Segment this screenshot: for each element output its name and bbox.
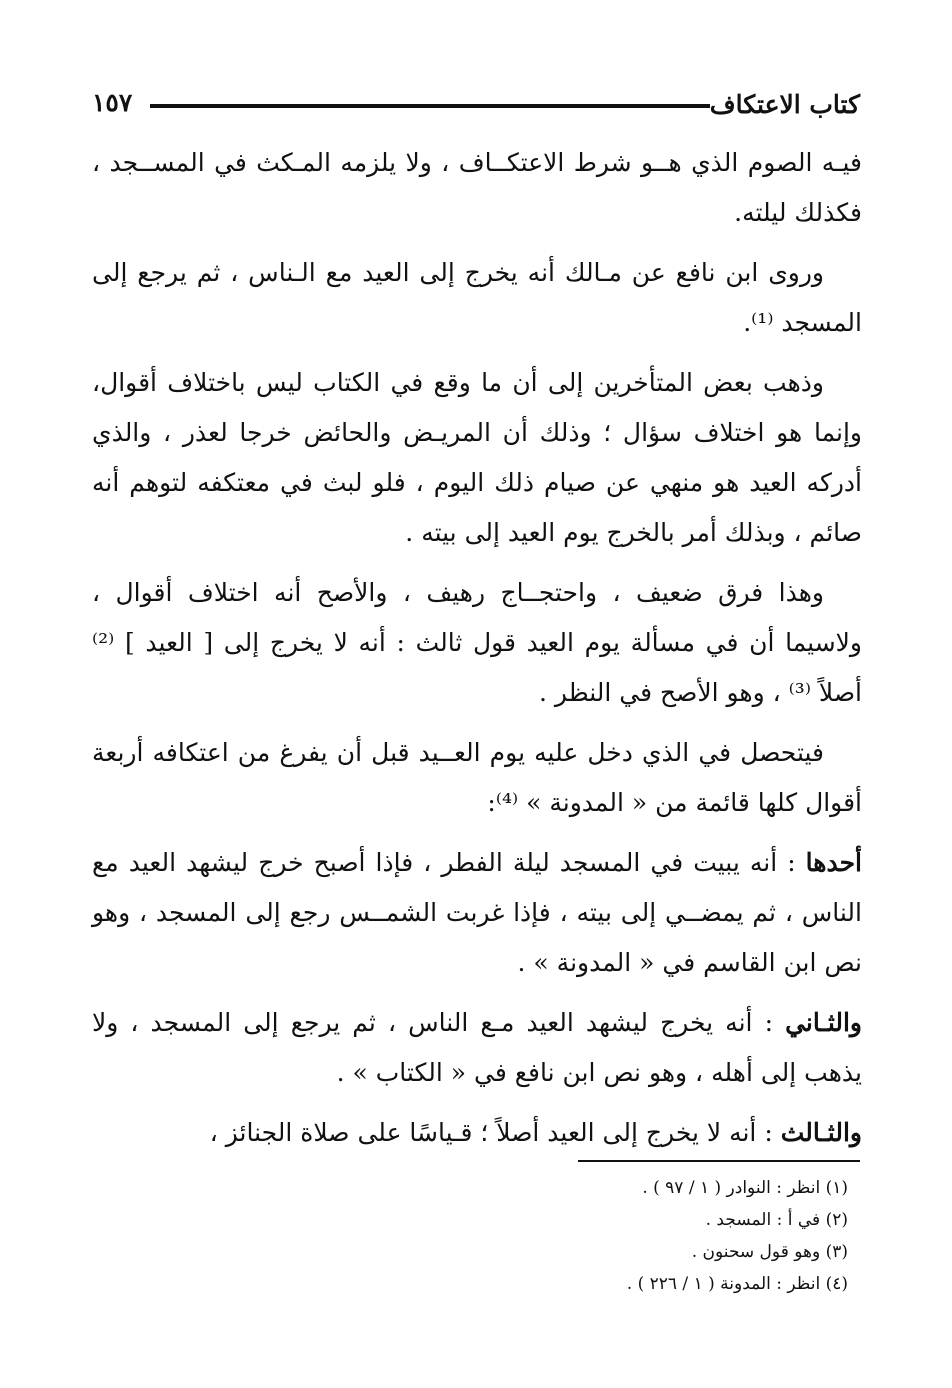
paragraph-text: : أنه لا يخرج إلى العيد أصلاً ؛ قـياسًا على صلاة الجنائز ، [209,1118,781,1147]
paragraph [92,998,862,1098]
footnote: (٤) انظر : المدونة ( ١ / ٢٢٦ ) . [626,1274,848,1294]
paragraph-text: : أنه يخرج ليشهد العيد مـع الناس ، ثم يرجع إلى المسجد ، ولا يذهب إلى أهله ، وهو نص ابن نافع في « الكتاب » . [92,1008,862,1087]
paragraph-text: وروى ابن نافع عن مـالك أنه يخرج إلى العيد مع الـناس ، ثم يرجع إلى المسجد ⁽¹⁾. [92,258,862,337]
paragraph [92,728,862,828]
header-rule [150,104,710,108]
footnote: (٣) وهو قول سحنون . [691,1242,848,1262]
paragraph-text: فيـه الصوم الذي هــو شرط الاعتكــاف ، ولا يلزمه المـكث في المســجد ، فكذلك ليلته. [92,148,862,227]
footnote: (٢) في أ : المسجد . [705,1210,848,1230]
running-header [92,88,860,128]
paragraph [92,568,862,718]
paragraph-text: وهذا فرق ضعيف ، واحتجــاج رهيف ، والأصح أنه اختلاف أقوال ، ولاسيما أن في مسألة يوم العيد قول ثالث : أنه لا يخرج إلى [ العيد ] ⁽²⁾ أصلاً ⁽³⁾ ، وهو الأصح في النظر . [92,578,862,707]
paragraph-lead: والثـالث [780,1118,862,1147]
page-number: ١٥٧ [92,88,133,117]
paragraph [92,248,862,348]
paragraph-text: : أنه يبيت في المسجد ليلة الفطر ، فإذا أصبح خرج ليشهد العيد مع الناس ، ثم يمضــي إلى بيته ، فإذا غربت الشمــس رجع إلى المسجد ، وهو نص ابن القاسم في « المدونة » . [92,848,862,977]
paragraph-text: فيتحصل في الذي دخل عليه يوم العــيد قبل أن يفرغ من اعتكافه أربعة أقوال كلها قائمة من « المدونة » ⁽⁴⁾: [92,738,862,817]
paragraph [92,838,862,988]
paragraph-text: وذهب بعض المتأخرين إلى أن ما وقع في الكتاب ليس باختلاف أقوال، وإنما هو اختلاف سؤال ؛ وذلك أن المريـض والحائض خرجا لعذر ، والذي أدركه العيد هو منهي عن صيام ذلك اليوم ، فلو لبث في معتكفه لتوهم أنه صائم ، وبذلك أمر بالخرج يوم العيد إلى بيته . [92,368,862,547]
footnote: (١) انظر : النوادر ( ١ / ٩٧ ) . [642,1178,848,1198]
main-text [92,138,862,1168]
paragraph-lead: والثـاني [785,1008,862,1037]
paragraph [92,138,862,238]
paragraph [92,1108,862,1158]
chapter-title: كتاب الاعتكاف [709,90,860,119]
paragraph [92,358,862,558]
paragraph-lead: أحدها [805,848,862,877]
footnotes [248,1172,848,1300]
footnote-rule [578,1160,860,1162]
